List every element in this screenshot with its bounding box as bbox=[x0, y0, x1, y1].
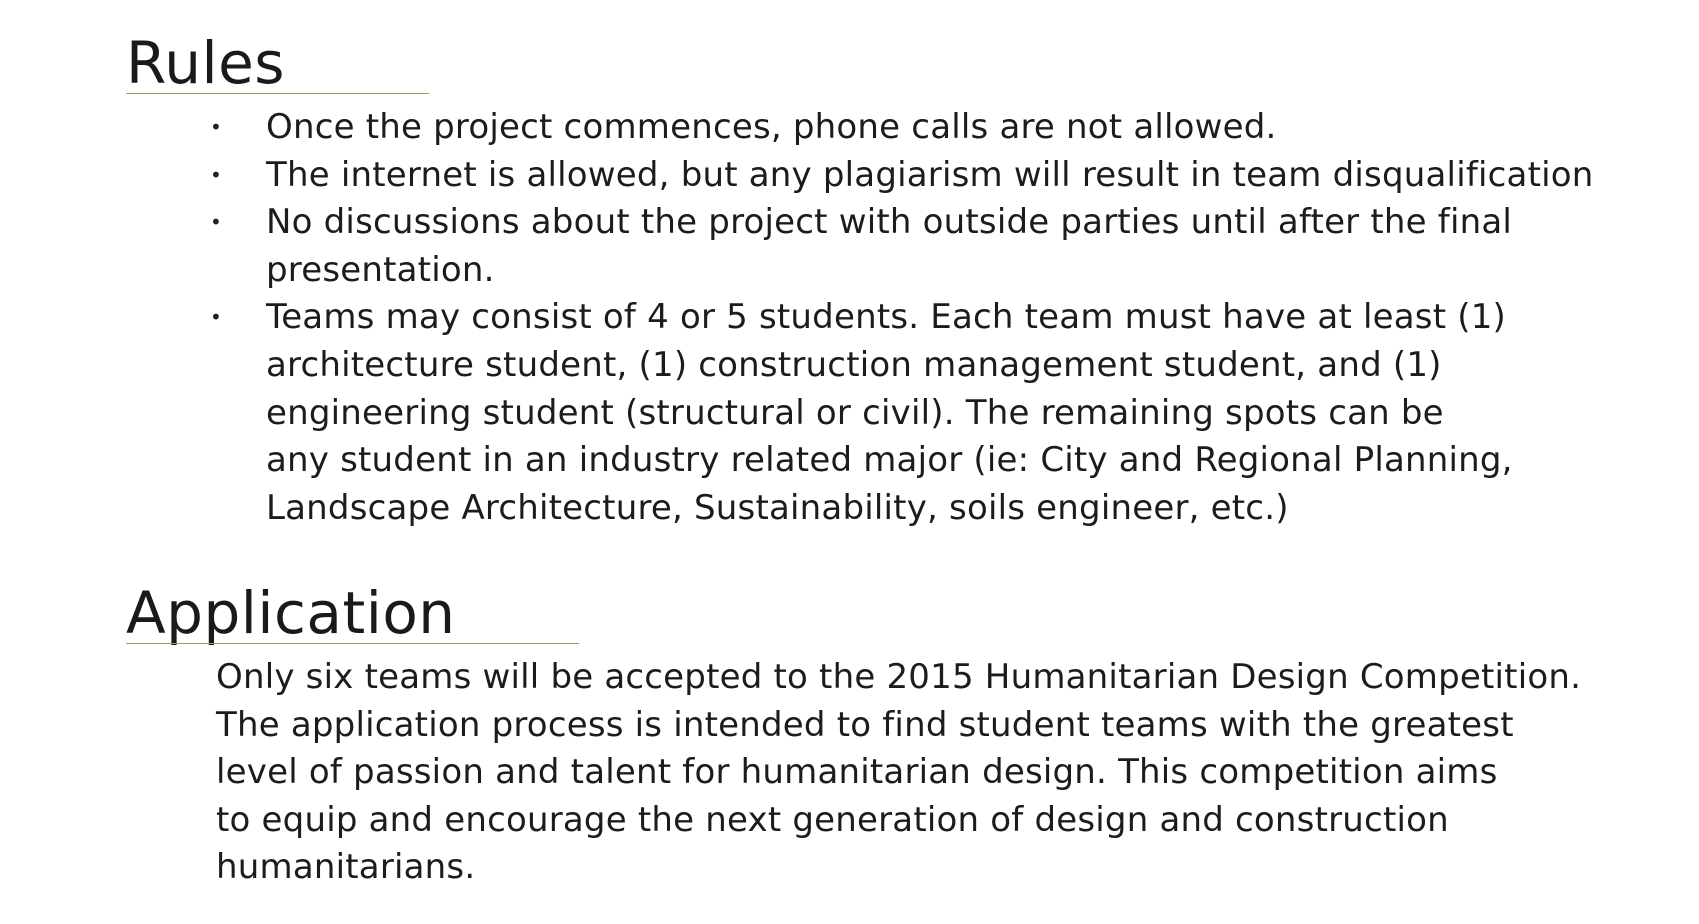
rule-item bbox=[210, 104, 1610, 152]
application-text-line: to equip and encourage the next generation of design and construction bbox=[216, 799, 1449, 840]
rule-item bbox=[210, 294, 1610, 532]
application-heading-underline bbox=[126, 643, 579, 644]
application-text-line: Only six teams will be accepted to the 2015 Humanitarian Design Competition. bbox=[216, 657, 1582, 697]
rule-text-line: presentation. bbox=[266, 249, 495, 290]
rules-heading-underline bbox=[126, 93, 429, 94]
bullet-icon: • bbox=[210, 210, 222, 235]
application-text-line: The application process is intended to find student teams with the greatest bbox=[216, 704, 1514, 745]
bullet-icon: • bbox=[210, 115, 222, 139]
bullet-icon: • bbox=[210, 162, 222, 187]
application-heading: Application bbox=[126, 579, 456, 647]
rule-text-line: Teams may consist of 4 or 5 students. Each team must have at least (1) bbox=[266, 297, 1506, 338]
rule-text-line: any student in an industry related major (ie: City and Regional Planning, bbox=[266, 440, 1513, 481]
application-text-line: humanitarians. bbox=[216, 847, 476, 888]
rule-item bbox=[210, 199, 1610, 294]
rule-text-line: The internet is allowed, but any plagiarism will result in team disqualification bbox=[266, 154, 1594, 195]
rules-heading: Rules bbox=[126, 29, 285, 97]
bullet-icon: • bbox=[210, 305, 222, 330]
rule-text-line: architecture student, (1) construction management student, and (1) bbox=[266, 344, 1442, 385]
application-text-line: level of passion and talent for humanitarian design. This competition aims bbox=[216, 752, 1498, 793]
rule-text-line: No discussions about the project with outside parties until after the final bbox=[266, 202, 1513, 243]
application-paragraph bbox=[216, 654, 1636, 892]
rules-list bbox=[210, 104, 1610, 532]
rule-text-line: Landscape Architecture, Sustainability, soils engineer, etc.) bbox=[266, 487, 1289, 528]
rule-item bbox=[210, 152, 1610, 200]
rule-text-line: engineering student (structural or civil). The remaining spots can be bbox=[266, 392, 1444, 433]
rule-text-line: Once the project commences, phone calls are not allowed. bbox=[266, 107, 1277, 147]
